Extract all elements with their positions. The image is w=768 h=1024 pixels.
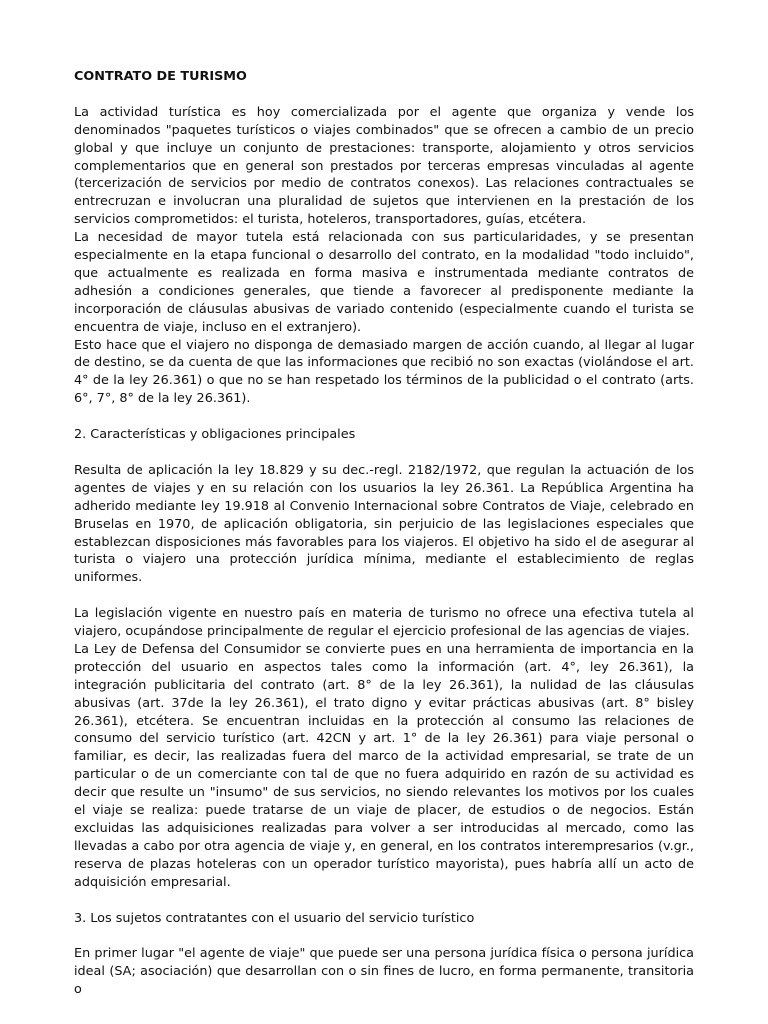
spacer: [74, 892, 694, 910]
section-heading-2: 2. Características y obligaciones principales: [74, 427, 356, 443]
paragraph-defensa-consumidor: La Ley de Defensa del Consumidor se convierte pues en una herramienta de importancia en la protección del usuario en aspectos tales como la información (art. 4°, ley 26.361), la integración publicitaria del contrato (art. 8° de la ley 26.361), la nulidad de las cláusulas abusivas (art. 37de la ley 26.361), el trato digno y evitar prácticas abusivas (art. 8° bisley 26.361), etcétera. Se encuentran incluidas en la protección al consumo las relaciones de consumo del servicio turístico (art. 42CN y art. 1° de la ley 26.361) para viaje personal o familiar, es decir, las realizadas fuera del marco de la actividad empresarial, se trate de un particular o de un comerciante con tal de que no fuera adquirido en razón de su actividad es decir que resulte un "insumo" de sus servicios, no siendo relevantes los motivos por los cuales el viaje se realiza: puede tratarse de un viaje de placer, de estudios o de negocios. Están excluidas las adquisiciones realizadas para volver a ser introducidas al mercado, como las llevadas a cabo por otra agencia de viaje y, en general, en los contratos interempresarios (v.gr., reserva de plazas hoteleras con un operador turístico mayorista), pues habría allí un acto de adquisición empresarial.: [74, 641, 694, 890]
spacer: [74, 408, 694, 426]
spacer: [74, 444, 694, 462]
paragraph-legislacion-aplicable: Resulta de aplicación la ley 18.829 y su dec.-regl. 2182/1972, que regulan la actuación de los agentes de viajes y en su relación con los usuarios la ley 26.361. La República Argentina ha adherido mediante ley 19.918 al Convenio Internacional sobre Contratos de Viaje, celebrado en Bruselas en 1970, de aplicación obligatoria, sin perjuicio de las legislaciones especiales que establezcan disposiciones más favorables para los viajeros. El objetivo ha sido el de asegurar al turista o viajero una protección jurídica mínima, mediante el establecimiento de reglas uniformes.: [74, 462, 694, 586]
spacer: [74, 927, 694, 945]
section-heading-3: 3. Los sujetos contratantes con el usuario del servicio turístico: [74, 910, 475, 926]
paragraph-intro: La actividad turística es hoy comercializada por el agente que organiza y vende los denominados "paquetes turísticos o viajes combinados" que se ofrecen a cambio de un precio global y que incluye un conjunto de prestaciones: transporte, alojamiento y otros servicios complementarios que en general son prestados por terceras empresas vinculadas al agente (tercerización de servicios por medio de contratos conexos). Las relaciones contractuales se entrecruzan e involucran una pluralidad de sujetos que intervienen en la prestación de los servicios comprometidos: el turista, hoteleros, transportadores, guías, etcétera.: [74, 104, 694, 228]
paragraph-tutela: La necesidad de mayor tutela está relacionada con sus particularidades, y se presentan especialmente en la etapa funcional o desarrollo del contrato, en la modalidad "todo incluido", que actualmente es realizada en forma masiva e instrumentada mediante contratos de adhesión a condiciones generales, que tiende a favorecer al predisponente mediante la incorporación de cláusulas abusivas de variado contenido (especialmente cuando el turista se encuentra de viaje, incluso en el extranjero).: [74, 230, 694, 335]
document-title: CONTRATO DE TURISMO: [74, 69, 247, 84]
spacer: [74, 587, 694, 605]
paragraph-viajero: Esto hace que el viajero no disponga de demasiado margen de acción cuando, al llegar al lugar de destino, se da cuenta de que las informaciones que recibió no son exactas (violándose el art. 4° de la ley 26.361) o que no se han respetado los términos de la publicidad o el contrato (arts. 6°, 7°, 8° de la ley 26.361).: [74, 337, 694, 407]
paragraph-agente-viaje: En primer lugar "el agente de viaje" que puede ser una persona jurídica física o persona jurídica ideal (SA; asociación) que desarrollan con o sin fines de lucro, en forma permanente, transitoria o: [74, 946, 694, 998]
paragraph-legislacion-vigente: La legislación vigente en nuestro país en materia de turismo no ofrece una efectiva tutela al viajero, ocupándose principalmente de regular el ejercicio profesional de las agencias de viajes.: [74, 606, 694, 640]
